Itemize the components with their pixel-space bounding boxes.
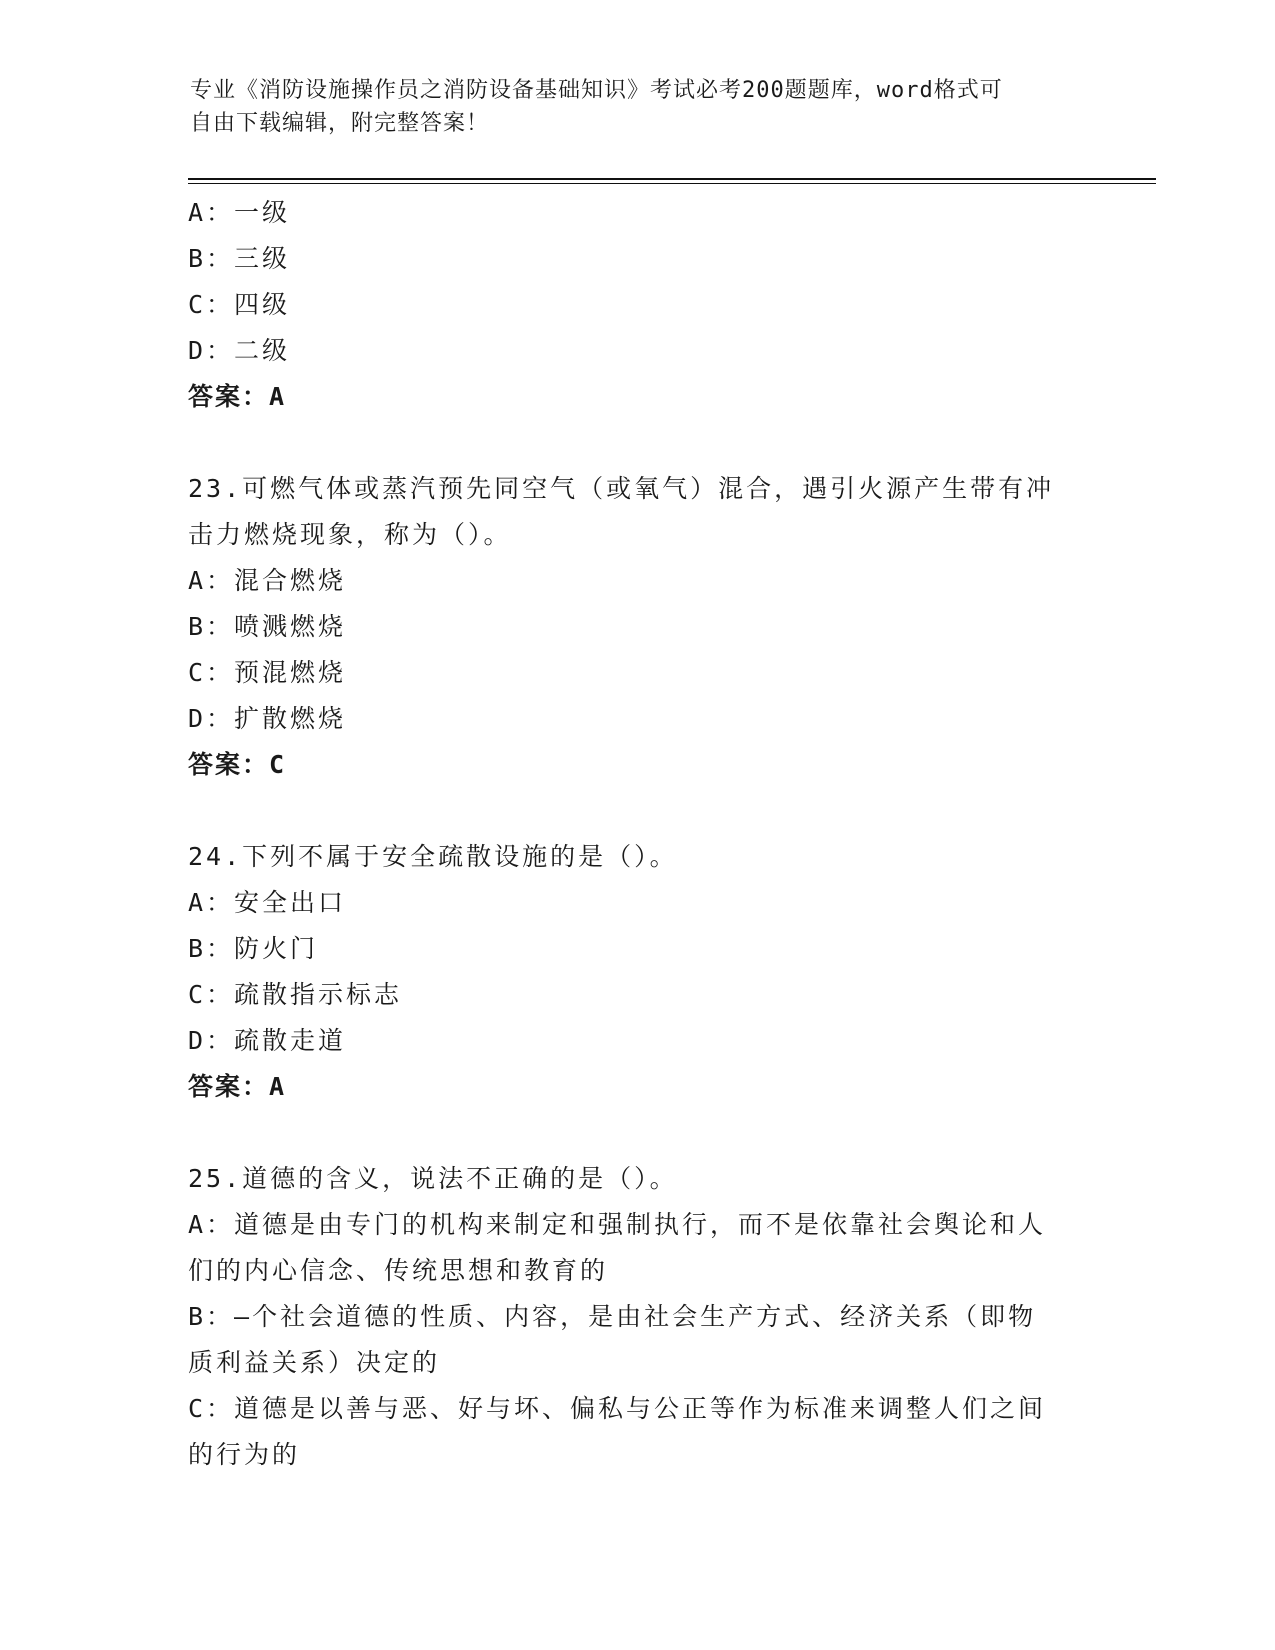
option-b-line-1: B：—个社会道德的性质、内容，是由社会生产方式、经济关系（即物 [188, 1302, 1037, 1331]
option-a-line-1: A：道德是由专门的机构来制定和强制执行，而不是依靠社会舆论和人 [188, 1210, 1047, 1239]
question-22 [188, 190, 1078, 420]
answer-text: 答案：A [188, 1072, 287, 1101]
question-23 [188, 466, 1078, 788]
question-text: 25.道德的含义，说法不正确的是（）。 [188, 1164, 678, 1193]
question-list [188, 190, 1078, 1478]
option-c-line-1: C：道德是以善与恶、好与坏、偏私与公正等作为标准来调整人们之间 [188, 1394, 1047, 1423]
option-b-line-2: 质利益关系）决定的 [188, 1348, 441, 1377]
spacer [188, 788, 1078, 834]
option-a: A：安全出口 [188, 888, 347, 917]
header-title-line-1: 专业《消防设施操作员之消防设备基础知识》考试必考200题题库，word格式可 [190, 78, 1003, 103]
option-c: C：四级 [188, 290, 291, 319]
question-text: 24.下列不属于安全疏散设施的是（）。 [188, 842, 678, 871]
question-text-line-1: 23.可燃气体或蒸汽预先同空气（或氧气）混合，遇引火源产生带有冲 [188, 474, 1055, 503]
spacer [188, 420, 1078, 466]
header-divider-thin [188, 183, 1156, 184]
option-d: D：扩散燃烧 [188, 704, 347, 733]
document-header [190, 74, 1070, 140]
option-a-line-2: 们的内心信念、传统思想和教育的 [188, 1256, 609, 1285]
option-b: B：三级 [188, 244, 291, 273]
question-25 [188, 1156, 1078, 1478]
option-a: A：混合燃烧 [188, 566, 347, 595]
answer-text: 答案：A [188, 382, 287, 411]
question-24 [188, 834, 1078, 1110]
spacer [188, 1110, 1078, 1156]
option-c: C：预混燃烧 [188, 658, 347, 687]
option-c: C：疏散指示标志 [188, 980, 403, 1009]
question-text-line-2: 击力燃烧现象，称为（）。 [188, 520, 512, 549]
option-d: D：疏散走道 [188, 1026, 347, 1055]
answer-text: 答案：C [188, 750, 287, 779]
option-a: A：一级 [188, 198, 291, 227]
option-d: D：二级 [188, 336, 291, 365]
option-b: B：喷溅燃烧 [188, 612, 347, 641]
option-c-line-2: 的行为的 [188, 1440, 301, 1469]
header-divider-thick [188, 178, 1156, 180]
option-b: B：防火门 [188, 934, 319, 963]
header-title-line-2: 自由下载编辑，附完整答案！ [190, 111, 490, 136]
